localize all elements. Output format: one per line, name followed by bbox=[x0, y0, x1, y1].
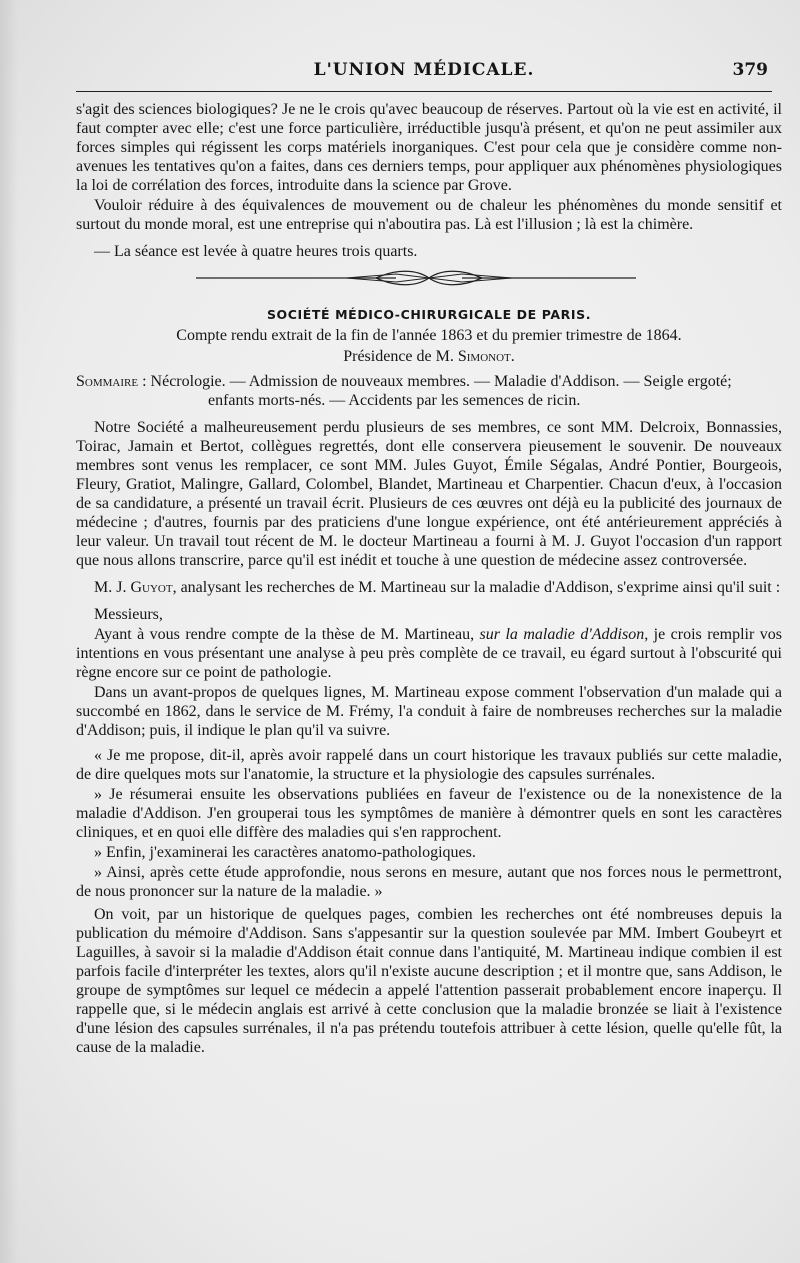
running-header bbox=[76, 58, 772, 86]
summary-label: Sommaire bbox=[76, 373, 139, 390]
society-heading: SOCIÉTÉ MÉDICO-CHIRURGICALE DE PARIS. bbox=[266, 307, 592, 322]
text-run: , je crois remplir vos intentions en vous présentant une analyse à peu près complète de ce travail, eu égard surtout à l'obscurité qui règne encore sur ce point de pathologie. bbox=[76, 626, 783, 681]
quote-paragraph: « Je me propose, dit-il, après avoir rappelé dans un court historique les travaux publiés sur cette maladie, de dire quelques mots sur l'anatomie, la structure et la physiologie des capsules surrénales. bbox=[76, 747, 782, 783]
guyot-intro bbox=[76, 578, 782, 597]
summary-block bbox=[76, 372, 782, 410]
guyot-prefix: M. J. bbox=[94, 579, 131, 596]
president-name: Simonot bbox=[457, 348, 511, 365]
presidence-prefix: Présidence de M. bbox=[343, 348, 458, 365]
paragraph: s'agit des sciences biologiques? Je ne le crois qu'avec beaucoup de réserves. Partout où la vie est en activité, il faut compter avec elle; c'est une force particulière, irréductible jusqu'à présent, et qu'on ne peut assimiler aux forces simples qui régissent les corps matériels inorganiques. C'est pour cela que je considère comme non-avenues les tentatives qu'on a faites, dans ces derniers temps, pour appliquer aux phénomènes physiologiques la loi de corrélation des forces, introduite dans la science par Grove. bbox=[76, 101, 782, 194]
summary-separator: : bbox=[138, 373, 151, 390]
paragraph: Vouloir réduire à des équivalences de mouvement ou de chaleur les phénomènes du monde sensitif et surtout du monde moral, est une entreprise qui n'aboutira pas. Là est l'illusion ; là est la chimère. bbox=[76, 197, 782, 233]
page-number: 379 bbox=[732, 60, 768, 80]
paragraph: Dans un avant-propos de quelques lignes, M. Martineau expose comment l'observation d'un malade qui a succombé en 1862, dans le service de M. Frémy, l'a conduit à faire de nombreuses recherches sur la maladie d'Addison; puis, il indique le plan qu'il va suivre. bbox=[76, 684, 782, 739]
quote-paragraph: » Enfin, j'examinerai les caractères anatomo-pathologiques. bbox=[94, 844, 476, 861]
journal-title: L'UNION MÉDICALE. bbox=[313, 60, 535, 80]
thesis-title: sur la maladie d'Addison bbox=[479, 626, 645, 643]
quote-paragraph: » Ainsi, après cette étude approfondie, nous serons en mesure, autant que nos forces nous le permettront, de nous prononcer sur la nature de la maladie. » bbox=[76, 864, 782, 900]
paragraph: Notre Société a malheureusement perdu plusieurs de ses membres, ce sont MM. Delcroix, Bonnassies, Toirac, Jamain et Bertot, collègues regrettés, dont elle conservera pieusement le souvenir. De nouveaux membres sont venus les remplacer, ce sont MM. Jules Guyot, Émile Ségalas, André Pontier, Bourgeois, Fleury, Gratiot, Malingre, Gallard, Colombel, Blandet, Martineau et Charpentier. Chacun d'eux, à l'occasion de sa candidature, a présenté un travail écrit. Plusieurs de ces œuvres ont déjà eu la publicité des journaux de médecine ; d'autres, fournis par des praticiens d'une longue expérience, ont été antérieurement appréciés à leur valeur. Un travail tout récent de M. le docteur Martineau a fourni à M. J. Guyot l'occasion d'un rapport que nous allons transcrire, parce qu'il est inédit et touche à une question de médecine assez controversée. bbox=[76, 419, 782, 569]
presidence-line bbox=[76, 347, 782, 366]
paragraph: On voit, par un historique de quelques pages, combien les recherches ont été nombreuses depuis la publication du mémoire d'Addison. Sans s'appesantir sur la question soulevée par MM. Imbert Goubeyrt et Laguilles, à savoir si la maladie d'Addison était connue dans l'antiquité, M. Martineau indique combien il est parfois facile d'interpréter les textes, alors qu'il n'existe aucune description ; et il montre que, sans Addison, le groupe de symptômes sur lequel ce médecin a appelé l'attention passerait probablement encore inaperçu. Il rappelle que, si le médecin anglais est arrivé à cette conclusion que la maladie bronzée se liait à l'existence d'une lésion des capsules surrénales, il n'a pas prétendu toutefois attribuer à cette lésion, quelle qu'elle fût, la cause de la maladie. bbox=[76, 906, 782, 1056]
paragraph: — La séance est levée à quatre heures trois quarts. bbox=[94, 243, 418, 260]
summary-line: Nécrologie. — Admission de nouveaux membres. — Maladie d'Addison. — Seigle ergoté; bbox=[150, 373, 732, 390]
header-rule bbox=[76, 91, 772, 92]
presidence-suffix: . bbox=[510, 348, 515, 365]
ornamental-divider bbox=[76, 265, 782, 291]
body-text bbox=[76, 100, 782, 1057]
salutation: Messieurs, bbox=[94, 606, 163, 623]
author-name: Guyot bbox=[130, 579, 173, 596]
paragraph bbox=[76, 625, 782, 682]
page-edge-shadow bbox=[0, 0, 18, 1263]
quote-paragraph: » Je résumerai ensuite les observations publiées en faveur de l'existence ou de la nonexistence de la maladie d'Addison. J'en grouperai tous les symptômes de manière à démontrer quels en sont les caractères cliniques, et en quoi elle diffère des maladies qui s'en rapprochent. bbox=[76, 786, 782, 841]
report-subtitle: Compte rendu extrait de la fin de l'année 1863 et du premier trimestre de 1864. bbox=[176, 327, 682, 344]
text-run: Ayant à vous rendre compte de la thèse de M. Martineau, bbox=[94, 626, 480, 643]
guyot-rest: , analysant les recherches de M. Martineau sur la maladie d'Addison, s'exprime ainsi qu'il suit : bbox=[172, 579, 781, 596]
summary-line: enfants morts-nés. — Accidents par les semences de ricin. bbox=[208, 392, 581, 409]
